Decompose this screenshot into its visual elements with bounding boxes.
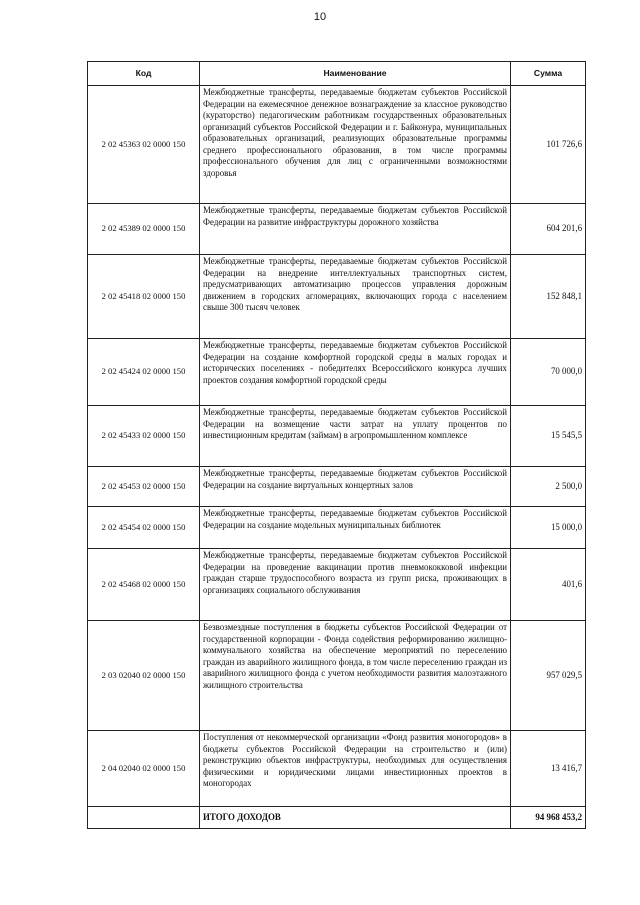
row-name: Поступления от некоммерческой организации «Фонд развития моногородов» в бюджеты субъектов Российской Федерации на строительство и (или) реконструкцию объектов инфраструктуры, необходимых для осуществления физическими и юридическими лицами инвестиционных проектов в моногородах [200, 731, 511, 807]
row-code: 2 03 02040 02 0000 150 [88, 621, 200, 731]
row-sum: 101 726,6 [511, 86, 586, 204]
revenue-table [87, 61, 586, 829]
table-row [88, 507, 586, 549]
header-name: Наименование [200, 62, 511, 86]
page-number: 10 [313, 11, 327, 23]
table-row [88, 406, 586, 467]
row-name: Межбюджетные трансферты, передаваемые бюджетам субъектов Российской Федерации на создание комфортной городской среды в малых городах и исторических поселениях - победителях Всероссийского конкурса лучших проектов создания комфортной городской среды [200, 339, 511, 406]
table-row [88, 731, 586, 807]
row-sum: 401,6 [511, 549, 586, 621]
table-row [88, 255, 586, 339]
total-code-empty [88, 807, 200, 829]
row-code: 2 02 45453 02 0000 150 [88, 467, 200, 507]
table-row [88, 86, 586, 204]
row-code: 2 02 45454 02 0000 150 [88, 507, 200, 549]
table-row [88, 549, 586, 621]
row-code: 2 04 02040 02 0000 150 [88, 731, 200, 807]
row-name: Межбюджетные трансферты, передаваемые бюджетам субъектов Российской Федерации на проведение вакцинации против пневмококковой инфекции граждан старше трудоспособного возраста из групп риска, проживающих в организациях социального обслуживания [200, 549, 511, 621]
table-row [88, 339, 586, 406]
row-code: 2 02 45468 02 0000 150 [88, 549, 200, 621]
row-sum: 70 000,0 [511, 339, 586, 406]
total-sum: 94 968 453,2 [511, 807, 586, 829]
table-row [88, 467, 586, 507]
row-name: Межбюджетные трансферты, передаваемые бюджетам субъектов Российской Федерации на внедрение интеллектуальных транспортных систем, предусматривающих автоматизацию процессов управления дорожным движением в городских агломерациях, включающих города с населением свыше 300 тысяч человек [200, 255, 511, 339]
table-header-row [88, 62, 586, 86]
row-sum: 2 500,0 [511, 467, 586, 507]
total-label: ИТОГО ДОХОДОВ [200, 807, 511, 829]
row-code: 2 02 45424 02 0000 150 [88, 339, 200, 406]
row-name: Межбюджетные трансферты, передаваемые бюджетам субъектов Российской Федерации на возмещение части затрат на уплату процентов по инвестиционным кредитам (займам) в агропромышленном комплексе [200, 406, 511, 467]
row-name: Безвозмездные поступления в бюджеты субъектов Российской Федерации от государственной корпорации - Фонда содействия реформированию жилищно-коммунального хозяйства на обеспечение мероприятий по переселению граждан из аварийного жилищного фонда, в том числе переселению граждан из аварийного жилищного фонда с учетом необходимости развития малоэтажного жилищного строительства [200, 621, 511, 731]
row-code: 2 02 45418 02 0000 150 [88, 255, 200, 339]
row-sum: 152 848,1 [511, 255, 586, 339]
total-row [88, 807, 586, 829]
table-row [88, 621, 586, 731]
table-row [88, 204, 586, 255]
row-name: Межбюджетные трансферты, передаваемые бюджетам субъектов Российской Федерации на создание виртуальных концертных залов [200, 467, 511, 507]
row-name: Межбюджетные трансферты, передаваемые бюджетам субъектов Российской Федерации на развитие инфраструктуры дорожного хозяйства [200, 204, 511, 255]
row-code: 2 02 45363 02 0000 150 [88, 86, 200, 204]
header-sum: Сумма [511, 62, 586, 86]
row-name: Межбюджетные трансферты, передаваемые бюджетам субъектов Российской Федерации на создание модельных муниципальных библиотек [200, 507, 511, 549]
row-sum: 957 029,5 [511, 621, 586, 731]
row-name: Межбюджетные трансферты, передаваемые бюджетам субъектов Российской Федерации на ежемесячное денежное вознаграждение за классное руководство (кураторство) педагогическим работникам государственных образовательных организаций субъектов Российской Федерации и г. Байконура, муниципальных образовательных организаций, реализующих образовательные программы среднего профессионального образования, в том числе программы профессионального обучения для лиц с ограниченными возможностями здоровья [200, 86, 511, 204]
row-code: 2 02 45389 02 0000 150 [88, 204, 200, 255]
row-sum: 15 000,0 [511, 507, 586, 549]
row-code: 2 02 45433 02 0000 150 [88, 406, 200, 467]
row-sum: 15 545,5 [511, 406, 586, 467]
row-sum: 604 201,6 [511, 204, 586, 255]
row-sum: 13 416,7 [511, 731, 586, 807]
header-code: Код [88, 62, 200, 86]
